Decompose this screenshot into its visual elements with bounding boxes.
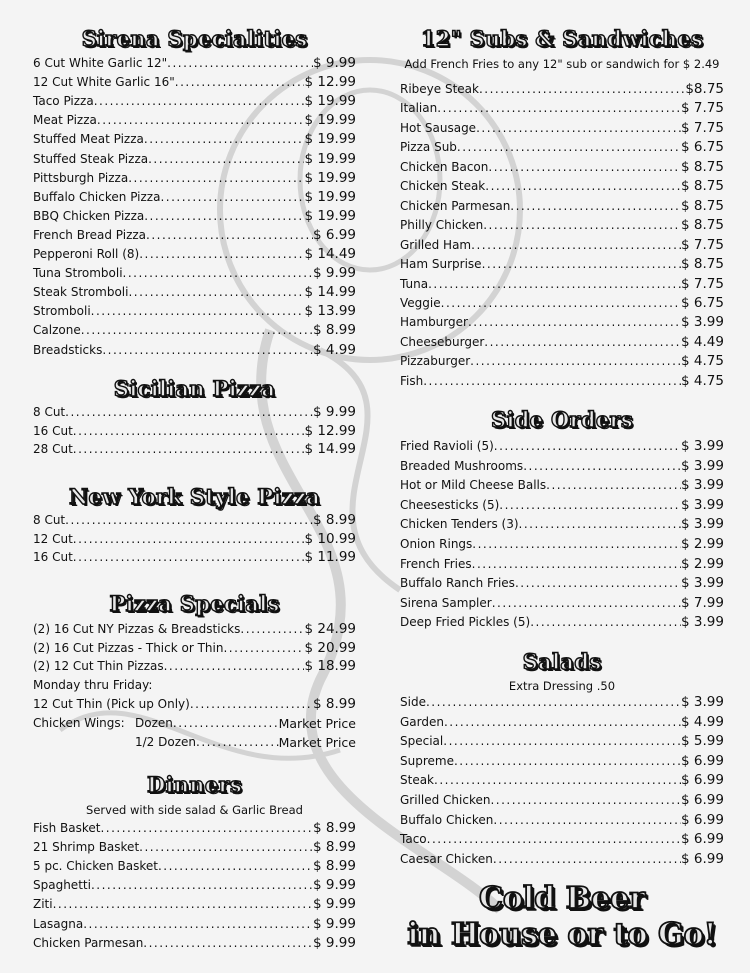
menu-item-row (33, 130, 356, 149)
menu-item-row (33, 403, 356, 422)
dot-leader (483, 216, 681, 235)
dot-leader (476, 119, 681, 138)
item-name: 12 Cut White Garlic 16" (33, 75, 175, 90)
dot-leader (479, 80, 685, 99)
subs-french-fries-note: Add French Fries to any 12" sub or sandwich for $ 2.49 (404, 57, 720, 71)
item-price: $ 10.99 (304, 530, 356, 547)
side-orders-heading: Side Orders (490, 407, 634, 432)
dot-leader (196, 733, 279, 752)
item-price: $ 8.75 (681, 178, 724, 195)
item-price: $ 6.99 (681, 850, 724, 867)
item-name: Buffalo Chicken Pizza (33, 189, 161, 204)
menu-item-row (33, 54, 356, 73)
item-name: 8 Cut (33, 405, 66, 419)
dot-leader (167, 54, 313, 73)
item-price: $ 9.99 (313, 877, 356, 894)
item-name: Ziti (33, 897, 53, 912)
menu-item-row (33, 422, 356, 441)
item-name: Steak Stromboli (33, 285, 129, 300)
dot-leader (457, 138, 681, 157)
monday-thru-friday-label: Monday thru Friday: (33, 678, 153, 692)
item-name: Spaghetti (33, 878, 91, 893)
item-name: Fried Ravioli (5) (400, 439, 494, 453)
dot-leader (490, 791, 681, 810)
item-name: Ribeye Steak (400, 82, 479, 96)
menu-item-row (33, 92, 356, 111)
menu-item-row (400, 693, 724, 712)
item-price: $ 19.99 (304, 112, 356, 129)
dot-leader (223, 639, 304, 658)
dot-leader (470, 352, 681, 371)
sicilian-pizza-heading: Sicilian Pizza (113, 376, 276, 401)
item-name: Pittsburgh Pizza (33, 170, 129, 185)
menu-item-row (33, 111, 356, 130)
item-name: Calzone (33, 323, 81, 338)
dot-leader (139, 838, 313, 857)
menu-item-row (33, 934, 356, 953)
menu-item-row (400, 437, 724, 456)
item-name: Hot or Mild Cheese Balls (400, 478, 547, 493)
dot-leader (65, 403, 313, 422)
menu-item-row (400, 811, 724, 830)
dot-leader (160, 188, 304, 207)
dot-leader (485, 177, 681, 196)
menu-item-row (33, 150, 356, 169)
item-price: $ 2.99 (681, 555, 724, 572)
item-price: $ 13.99 (304, 303, 356, 320)
item-price: $ 12.99 (304, 422, 356, 439)
menu-item-row (33, 895, 356, 914)
wings-label: Chicken Wings: (33, 716, 125, 730)
subs-sandwiches-heading: 12" Subs & Sandwiches (420, 26, 704, 51)
dot-leader (53, 895, 313, 914)
item-price: $ 9.99 (313, 265, 356, 282)
item-name: Pepperoni Roll (8) (33, 247, 140, 261)
new-york-style-pizza-heading: New York Style Pizza (69, 484, 320, 509)
dot-leader (471, 236, 681, 255)
item-name: (2) 16 Cut Pizzas - Thick or Thin (33, 640, 224, 655)
dot-leader (83, 915, 313, 934)
dot-leader (97, 111, 305, 130)
menu-item-row (400, 535, 724, 554)
pizza-specials-heading: Pizza Specials (109, 591, 280, 616)
item-name: (2) 16 Cut NY Pizzas & Breadsticks (33, 622, 241, 636)
dot-leader (190, 695, 313, 714)
dot-leader (148, 150, 304, 169)
item-name: Italian (400, 101, 438, 116)
menu-item-row (33, 302, 356, 321)
item-name: Chicken Bacon (400, 159, 489, 174)
dot-leader (139, 245, 304, 264)
menu-item-row (400, 333, 724, 352)
item-price: $ 3.99 (681, 516, 724, 533)
menu-item-row (33, 511, 356, 530)
item-price: $ 7.75 (681, 100, 724, 117)
menu-item-row (400, 294, 724, 313)
item-price: $ 6.99 (681, 772, 724, 789)
item-name: Ham Surprise (400, 257, 482, 272)
item-name: Special (400, 734, 444, 749)
item-price: $ 3.99 (681, 575, 724, 592)
item-price: Market Price (278, 735, 356, 750)
item-price: $ 8.99 (313, 820, 356, 836)
item-name: Breaded Mushrooms (400, 458, 524, 473)
salads-heading: Salads (522, 649, 602, 674)
dot-leader (144, 207, 304, 226)
dot-leader (546, 476, 681, 495)
item-name: Stuffed Meat Pizza (33, 132, 144, 147)
menu-item-row (400, 138, 724, 157)
item-price: $ 4.75 (681, 353, 724, 370)
menu-item-row (33, 548, 356, 567)
item-name: Cheesesticks (5) (400, 497, 500, 512)
dot-leader (472, 555, 681, 574)
item-price: $ 19.99 (304, 93, 356, 110)
item-price: $ 3.99 (681, 496, 724, 513)
dot-leader (128, 283, 304, 302)
dot-leader (73, 530, 305, 549)
dot-leader (73, 440, 305, 459)
menu-item-row (33, 876, 356, 895)
item-name: Lasagna (33, 916, 84, 931)
item-price: $ 20.99 (304, 639, 356, 656)
dot-leader (484, 333, 681, 352)
item-name: Tuna (400, 276, 429, 291)
dot-leader (94, 92, 305, 111)
item-name: 12 Cut (33, 531, 73, 546)
dot-leader (523, 457, 681, 476)
item-price: $ 12.99 (304, 74, 356, 91)
menu-item-row (33, 440, 356, 459)
item-price: $ 19.99 (304, 207, 356, 224)
item-name: Philly Chicken (400, 218, 484, 233)
item-price: $ 8.75 (681, 197, 724, 214)
dot-leader (143, 934, 313, 953)
dot-leader (510, 197, 681, 216)
dot-leader (426, 693, 681, 712)
item-price: $8.75 (685, 81, 724, 97)
dot-leader (91, 876, 313, 895)
item-price: $ 9.99 (313, 934, 356, 951)
sirena-specialities-heading: Sirena Specialities (81, 26, 308, 51)
item-name: 5 pc. Chicken Basket (33, 859, 158, 874)
menu-item-row (400, 352, 724, 371)
menu-item-row (33, 819, 356, 838)
item-price: $ 8.75 (681, 217, 724, 234)
item-price: $ 3.99 (681, 614, 724, 631)
item-name: Tuna Stromboli (33, 266, 123, 281)
item-name: 1/2 Dozen (135, 735, 196, 749)
dot-leader (73, 422, 305, 441)
dot-leader (488, 158, 681, 177)
menu-item-row (400, 313, 724, 332)
monday-special-row (33, 695, 356, 714)
item-name: 8 Cut (33, 513, 66, 527)
item-price: $ 19.99 (304, 150, 356, 167)
item-name: Buffalo Ranch Fries (400, 576, 515, 591)
dot-leader (519, 515, 682, 534)
menu-item-row (33, 207, 356, 226)
dot-leader (492, 594, 681, 613)
item-name: 6 Cut White Garlic 12" (33, 56, 168, 70)
menu-item-row (400, 613, 724, 632)
menu-item-row (33, 857, 356, 876)
menu-item-row (33, 530, 356, 549)
dot-leader (468, 313, 681, 332)
item-price: $ 24.99 (304, 621, 356, 637)
menu-item-row (33, 188, 356, 207)
menu-item-row (400, 594, 724, 613)
item-name: Meat Pizza (33, 113, 97, 128)
dot-leader (493, 850, 681, 869)
item-name: Grilled Ham (400, 237, 472, 252)
menu-item-row (400, 197, 724, 216)
menu-item-row (400, 850, 724, 869)
item-name: Onion Rings (400, 537, 473, 551)
item-price: $ 4.99 (681, 713, 724, 730)
item-price: $ 14.99 (304, 284, 356, 301)
dot-leader (443, 732, 681, 751)
item-price: $ 3.99 (681, 314, 724, 331)
item-price: $ 6.99 (313, 226, 356, 243)
dot-leader (158, 857, 313, 876)
item-price: $ 8.99 (313, 839, 356, 856)
item-name: Garden (400, 714, 444, 729)
dot-leader (444, 713, 681, 732)
item-price: $ 9.99 (313, 404, 356, 420)
menu-item-row (400, 515, 724, 534)
item-name: Side (400, 695, 426, 709)
item-name: Fish (400, 373, 424, 388)
dot-leader (515, 574, 681, 593)
dot-leader (493, 811, 681, 830)
item-price: $ 19.99 (304, 188, 356, 205)
menu-item-row (400, 732, 724, 751)
item-price: $ 6.99 (681, 792, 724, 808)
menu-item-row (400, 752, 724, 771)
item-name: Caesar Chicken (400, 851, 493, 866)
menu-item-row (400, 99, 724, 118)
item-price: $ 8.99 (313, 696, 356, 712)
item-name: Veggie (400, 295, 441, 310)
item-price: $ 6.99 (681, 811, 724, 828)
menu-item-row (400, 255, 724, 274)
item-price: $ 19.99 (304, 131, 356, 148)
item-price: $ 8.99 (313, 322, 356, 339)
dot-leader (91, 302, 305, 321)
menu-item-row (33, 657, 356, 676)
dot-leader (530, 613, 681, 632)
menu-item-row (33, 283, 356, 302)
item-price: $ 8.99 (313, 512, 356, 528)
menu-item-row (33, 639, 356, 658)
item-name: Chicken Parmesan (33, 935, 144, 950)
item-name: 16 Cut (33, 550, 73, 564)
item-name: Pizzaburger (400, 354, 471, 369)
item-price: $ 8.99 (313, 858, 356, 875)
item-price: $ 18.99 (304, 658, 356, 674)
item-price: $ 9.99 (313, 915, 356, 932)
menu-item-row (400, 555, 724, 574)
dot-leader (428, 275, 681, 294)
item-price: $ 7.75 (681, 119, 724, 136)
item-name: Chicken Parmesan (400, 198, 511, 213)
in-house-or-to-go-line: in House or to Go! (407, 917, 717, 952)
item-name: Grilled Chicken (400, 793, 491, 807)
item-price: $ 6.75 (681, 139, 724, 156)
item-name: (2) 12 Cut Thin Pizzas (33, 659, 164, 673)
item-name: 16 Cut (33, 423, 73, 438)
menu-item-row (400, 791, 724, 810)
item-name: Stuffed Steak Pizza (33, 151, 149, 166)
item-price: $ 14.99 (304, 441, 356, 457)
dot-leader (434, 771, 681, 790)
menu-item-row (33, 245, 356, 264)
item-name: 12 Cut Thin (Pick up Only) (33, 697, 190, 711)
dot-leader (128, 169, 304, 188)
item-price: $ 2.99 (681, 536, 724, 552)
item-name: Fish Basket (33, 821, 101, 835)
item-name: Dozen (135, 716, 173, 730)
dot-leader (164, 657, 305, 676)
dot-leader (240, 620, 304, 639)
item-price: $ 11.99 (304, 549, 356, 565)
item-price: Market Price (278, 716, 356, 731)
item-price: $ 19.99 (304, 169, 356, 186)
item-price: $ 6.99 (681, 752, 724, 769)
menu-item-row (400, 457, 724, 476)
dot-leader (427, 830, 681, 849)
item-price: $ 3.99 (681, 694, 724, 710)
item-name: Taco (400, 832, 427, 847)
item-name: Cheeseburger (400, 334, 485, 349)
dot-leader (123, 264, 314, 283)
item-name: Breadsticks (33, 342, 103, 357)
dinners-heading: Dinners (146, 772, 243, 797)
menu-item-row (400, 713, 724, 732)
salads-dressing-note: Extra Dressing .50 (508, 679, 616, 693)
dot-leader (454, 752, 681, 771)
menu-item-row (33, 341, 356, 360)
item-price: $ 3.99 (681, 457, 724, 474)
cold-beer-line: Cold Beer (478, 881, 646, 916)
item-name: French Fries (400, 556, 472, 571)
wings-dozen-row (33, 714, 356, 733)
item-price: $ 4.99 (313, 341, 356, 358)
dot-leader (441, 294, 681, 313)
item-name: Hamburger (400, 315, 468, 330)
menu-item-row (400, 158, 724, 177)
menu-item-row (33, 73, 356, 92)
menu-item-row (400, 496, 724, 515)
item-price: $ 7.75 (681, 275, 724, 292)
item-name: Hot Sausage (400, 120, 477, 135)
menu-item-row (33, 321, 356, 340)
item-price: $ 8.75 (681, 158, 724, 175)
dot-leader (173, 714, 279, 733)
dot-leader (482, 255, 681, 274)
item-name: 28 Cut (33, 442, 73, 456)
menu-item-row (400, 177, 724, 196)
item-price: $ 14.49 (304, 246, 356, 262)
dot-leader (65, 511, 313, 530)
item-price: $ 7.99 (681, 594, 724, 611)
item-name: Stromboli (33, 304, 91, 319)
item-price: $ 9.99 (313, 896, 356, 913)
menu-item-row (33, 264, 356, 283)
menu-item-row (33, 226, 356, 245)
menu-item-row (400, 80, 724, 99)
dot-leader (175, 73, 305, 92)
item-price: $ 4.49 (681, 333, 724, 350)
dot-leader (73, 548, 305, 567)
menu-item-row (33, 169, 356, 188)
item-price: $ 6.99 (681, 831, 724, 848)
dot-leader (144, 130, 305, 149)
dot-leader (437, 99, 681, 118)
menu-item-row (400, 236, 724, 255)
item-name: Taco Pizza (33, 94, 94, 109)
item-name: Steak (400, 773, 435, 788)
item-name: Sirena Sampler (400, 595, 492, 610)
item-name: Chicken Steak (400, 179, 486, 194)
menu-item-row (33, 915, 356, 934)
item-name: BBQ Chicken Pizza (33, 208, 145, 223)
dot-leader (423, 372, 681, 391)
menu-item-row (400, 372, 724, 391)
dot-leader (100, 819, 313, 838)
item-price: $ 7.75 (681, 236, 724, 253)
menu-item-row (400, 119, 724, 138)
item-price: $ 8.75 (681, 256, 724, 273)
dot-leader (81, 321, 313, 340)
menu-item-row (400, 771, 724, 790)
item-price: $ 4.75 (681, 372, 724, 389)
menu-item-row (33, 838, 356, 857)
wings-half-dozen-row (33, 733, 356, 752)
item-price: $ 3.99 (681, 438, 724, 454)
dot-leader (494, 437, 681, 456)
dot-leader (102, 341, 313, 360)
item-price: $ 5.99 (681, 733, 724, 750)
item-price: $ 3.99 (681, 477, 724, 494)
item-name: Pizza Sub (400, 140, 457, 155)
dinners-note: Served with side salad & Garlic Bread (86, 803, 303, 817)
menu-item-row (400, 275, 724, 294)
dot-leader (499, 496, 681, 515)
dot-leader (472, 535, 681, 554)
dot-leader (146, 226, 313, 245)
item-name: 21 Shrimp Basket (33, 840, 140, 855)
item-price: $ 9.99 (313, 55, 356, 71)
menu-item-row (400, 830, 724, 849)
menu-item-row (400, 216, 724, 235)
item-name: Buffalo Chicken (400, 812, 494, 827)
menu-item-row (33, 620, 356, 639)
menu-item-row (400, 476, 724, 495)
item-name: Chicken Tenders (3) (400, 517, 519, 532)
menu-item-row (400, 574, 724, 593)
item-price: $ 6.75 (681, 294, 724, 311)
item-name: Deep Fried Pickles (5) (400, 615, 531, 630)
item-name: Supreme (400, 753, 454, 768)
item-name: French Bread Pizza (33, 227, 147, 242)
